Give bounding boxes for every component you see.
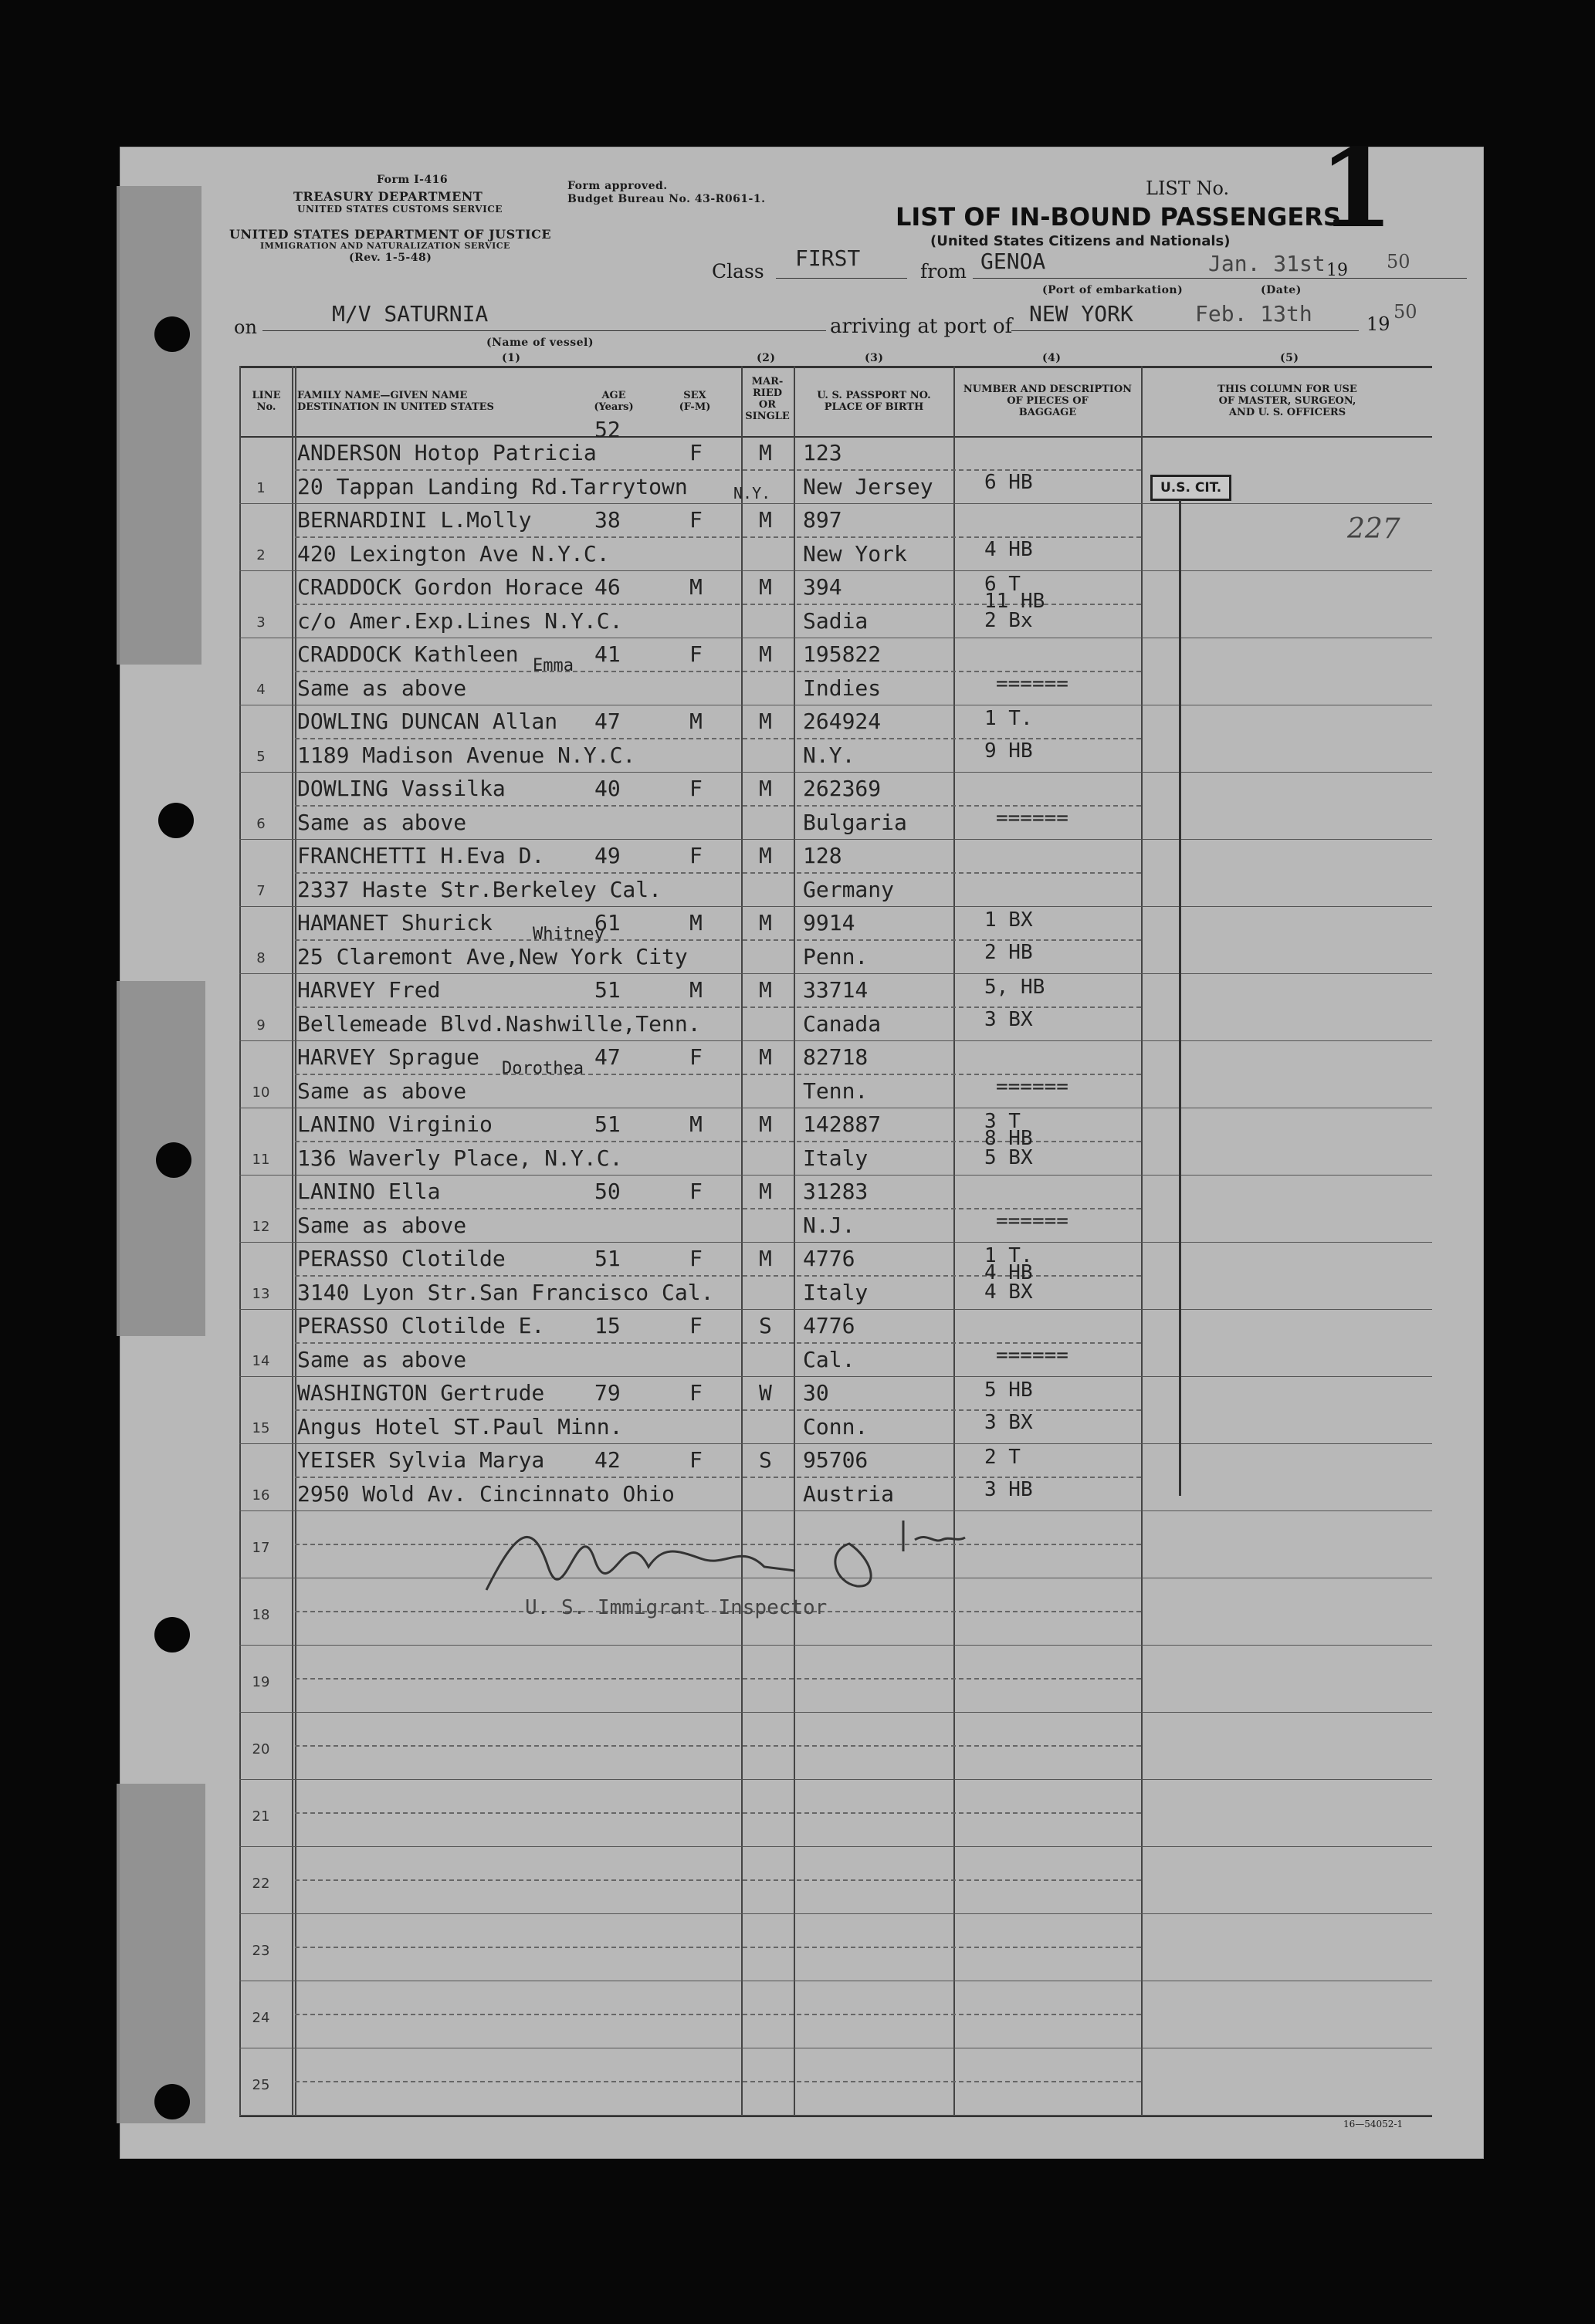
place-of-birth: New Jersey bbox=[803, 474, 933, 499]
year-prefix: 19 bbox=[1326, 261, 1348, 280]
passenger-name: PERASSO Clotilde bbox=[297, 1246, 506, 1271]
col-sex-header: SEX (F-M) bbox=[679, 390, 711, 413]
baggage-line: 6 T bbox=[984, 573, 1021, 596]
passenger-name: DOWLING Vassilka bbox=[297, 776, 506, 801]
row-divider bbox=[239, 839, 1432, 840]
destination: 25 Claremont Ave,New York City bbox=[297, 944, 688, 969]
row-divider bbox=[239, 1175, 1432, 1176]
marital-status: M bbox=[759, 910, 772, 935]
line-number: 21 bbox=[252, 1808, 270, 1825]
row-divider bbox=[239, 2115, 1432, 2116]
baggage-line: 3 HB bbox=[984, 1478, 1033, 1501]
punch-hole bbox=[154, 316, 190, 352]
row-divider-dashed bbox=[295, 2081, 1141, 2082]
baggage-line: 4 HB bbox=[984, 538, 1033, 561]
passenger-name: DOWLING DUNCAN Allan bbox=[297, 709, 558, 734]
line-number: 8 bbox=[256, 950, 266, 966]
passenger-age: 38 bbox=[594, 507, 621, 533]
passenger-name: YEISER Sylvia Marya bbox=[297, 1447, 545, 1473]
passenger-sex: F bbox=[689, 1313, 703, 1338]
punch-hole bbox=[156, 1142, 191, 1178]
place-of-birth: Bulgaria bbox=[803, 810, 907, 835]
destination: Same as above bbox=[297, 1213, 467, 1238]
destination: 420 Lexington Ave N.Y.C. bbox=[297, 541, 610, 567]
row-divider-dashed bbox=[295, 1879, 1141, 1881]
col-5-caption: (5) bbox=[1280, 352, 1299, 364]
col-name-header: FAMILY NAME—GIVEN NAME DESTINATION IN UNITED STATES bbox=[297, 390, 494, 413]
destination-extra: N.Y. bbox=[733, 484, 771, 502]
line-number: 15 bbox=[252, 1420, 270, 1436]
passport-number: 33714 bbox=[803, 977, 869, 1003]
punch-hole bbox=[158, 803, 194, 838]
line-number: 7 bbox=[256, 883, 266, 899]
baggage-line: ====== bbox=[996, 1075, 1068, 1098]
passenger-name: PERASSO Clotilde E. bbox=[297, 1313, 545, 1338]
passport-number: 264924 bbox=[803, 709, 882, 734]
place-of-birth: Germany bbox=[803, 877, 895, 902]
passenger-sex: F bbox=[689, 440, 703, 465]
tape-strip bbox=[117, 186, 201, 665]
line-number: 16 bbox=[252, 1487, 270, 1504]
revision: (Rev. 1-5-48) bbox=[349, 252, 432, 264]
passenger-sex: F bbox=[689, 1246, 703, 1271]
destination: 20 Tappan Landing Rd.Tarrytown bbox=[297, 474, 688, 499]
row-divider bbox=[239, 1242, 1432, 1243]
line-number: 22 bbox=[252, 1876, 270, 1892]
row-divider bbox=[239, 1846, 1432, 1847]
place-of-birth: Austria bbox=[803, 1481, 895, 1507]
treasury-dept: TREASURY DEPARTMENT bbox=[293, 189, 483, 204]
baggage-line: 3 BX bbox=[984, 1411, 1033, 1434]
marital-status: M bbox=[759, 977, 772, 1003]
vessel-name: M/V SATURNIA bbox=[332, 301, 489, 326]
passenger-name: CRADDOCK Gordon Horace bbox=[297, 574, 584, 600]
marital-status: M bbox=[759, 574, 772, 600]
budget-bureau: Budget Bureau No. 43-R061-1. bbox=[567, 193, 766, 205]
destination: 3140 Lyon Str.San Francisco Cal. bbox=[297, 1280, 714, 1305]
baggage-line: 1 BX bbox=[984, 908, 1033, 932]
passenger-sex: F bbox=[689, 1179, 703, 1204]
passport-number: 95706 bbox=[803, 1447, 869, 1473]
place-of-birth: Penn. bbox=[803, 944, 869, 969]
embark-date: Jan. 31st bbox=[1208, 251, 1326, 276]
baggage-line: ====== bbox=[996, 672, 1068, 695]
col-2-caption: (2) bbox=[757, 352, 776, 364]
place-of-birth: Sadia bbox=[803, 608, 869, 634]
passport-number: 897 bbox=[803, 507, 842, 533]
row-divider bbox=[239, 1779, 1432, 1780]
marital-status: M bbox=[759, 1179, 772, 1204]
passenger-name: ANDERSON Hotop Patricia bbox=[297, 440, 597, 465]
row-divider bbox=[239, 1645, 1432, 1646]
footer-code: 16—54052-1 bbox=[1343, 2119, 1404, 2129]
baggage-line: 6 HB bbox=[984, 471, 1033, 494]
passenger-name: LANINO Virginio bbox=[297, 1111, 493, 1137]
tape-strip bbox=[117, 1784, 205, 2123]
year2-suffix: 50 bbox=[1394, 301, 1417, 323]
col-baggage-header: NUMBER AND DESCRIPTION OF PIECES OF BAGGAGE bbox=[963, 384, 1133, 418]
baggage-line: 3 T bbox=[984, 1110, 1021, 1133]
row-divider bbox=[239, 503, 1432, 504]
table-top-border bbox=[239, 366, 1432, 368]
place-of-birth: N.Y. bbox=[803, 743, 855, 768]
table-header-border bbox=[239, 436, 1432, 438]
passport-number: 195822 bbox=[803, 641, 882, 667]
baggage-line: 5, HB bbox=[984, 976, 1045, 999]
passport-number: 30 bbox=[803, 1380, 829, 1406]
passenger-sex: M bbox=[689, 709, 703, 734]
line-number: 4 bbox=[256, 682, 266, 698]
marital-status: M bbox=[759, 776, 772, 801]
passport-number: 123 bbox=[803, 440, 842, 465]
destination: Same as above bbox=[297, 1078, 467, 1104]
line-number: 9 bbox=[256, 1017, 266, 1033]
passenger-age: 50 bbox=[594, 1179, 621, 1204]
passport-number: 394 bbox=[803, 574, 842, 600]
col-1-caption: (1) bbox=[502, 352, 521, 364]
marital-status: M bbox=[759, 709, 772, 734]
passenger-age: 51 bbox=[594, 977, 621, 1003]
passenger-name: LANINO Ella bbox=[297, 1179, 441, 1204]
passenger-sex: F bbox=[689, 1044, 703, 1070]
passenger-age: 61 bbox=[594, 910, 621, 935]
destination: Bellemeade Blvd.Nashwille,Tenn. bbox=[297, 1011, 701, 1037]
line-number: 25 bbox=[252, 2077, 270, 2093]
line-number: 5 bbox=[256, 749, 266, 765]
line-number: 2 bbox=[256, 547, 266, 563]
passport-number: 262369 bbox=[803, 776, 882, 801]
destination: Angus Hotel ST.Paul Minn. bbox=[297, 1414, 623, 1439]
marital-status: S bbox=[759, 1313, 772, 1338]
class-label: Class bbox=[712, 260, 764, 282]
row-divider-dashed bbox=[295, 1812, 1141, 1814]
marital-status: M bbox=[759, 1044, 772, 1070]
row-divider-dashed bbox=[295, 872, 1141, 874]
vessel-caption: (Name of vessel) bbox=[486, 337, 594, 349]
baggage-line: 5 BX bbox=[984, 1146, 1033, 1169]
marital-status: M bbox=[759, 507, 772, 533]
passenger-name-extra: Whitney bbox=[533, 925, 604, 944]
destination: 2337 Haste Str.Berkeley Cal. bbox=[297, 877, 662, 902]
arrival-port: NEW YORK bbox=[1029, 301, 1133, 326]
row-divider-dashed bbox=[295, 2014, 1141, 2015]
place-of-birth: New York bbox=[803, 541, 907, 567]
baggage-line: 4 HB bbox=[984, 1261, 1033, 1284]
us-citizen-stamp: U.S. CIT. bbox=[1150, 475, 1231, 501]
passenger-sex: F bbox=[689, 507, 703, 533]
passport-number: 4776 bbox=[803, 1246, 855, 1271]
baggage-line: 5 HB bbox=[984, 1379, 1033, 1402]
line-number: 17 bbox=[252, 1540, 270, 1556]
baggage-line: ====== bbox=[996, 1344, 1068, 1367]
col-4-caption: (4) bbox=[1042, 352, 1062, 364]
passenger-name: FRANCHETTI H.Eva D. bbox=[297, 843, 545, 868]
row-divider-dashed bbox=[295, 1678, 1141, 1680]
passport-number: 9914 bbox=[803, 910, 855, 935]
passenger-age: 42 bbox=[594, 1447, 621, 1473]
place-of-birth: Indies bbox=[803, 675, 882, 701]
officer-bracket-line bbox=[1179, 500, 1181, 1496]
baggage-line: 2 HB bbox=[984, 941, 1033, 964]
line-number: 13 bbox=[252, 1286, 270, 1302]
baggage-line: 9 HB bbox=[984, 739, 1033, 763]
baggage-line: ====== bbox=[996, 807, 1068, 830]
col-3-caption: (3) bbox=[865, 352, 884, 364]
form-number: Form I-416 bbox=[377, 174, 449, 186]
on-label: on bbox=[234, 316, 257, 338]
port-embark-caption: (Port of embarkation) bbox=[1042, 284, 1184, 296]
passenger-sex: F bbox=[689, 843, 703, 868]
form-title: LIST OF IN-BOUND PASSENGERS bbox=[896, 202, 1341, 232]
passport-number: 31283 bbox=[803, 1179, 869, 1204]
passenger-sex: F bbox=[689, 641, 703, 667]
line-number: 20 bbox=[252, 1741, 270, 1757]
line-number: 1 bbox=[256, 480, 266, 496]
baggage-line: ====== bbox=[996, 1209, 1068, 1233]
row-divider bbox=[239, 570, 1432, 571]
marital-status: M bbox=[759, 440, 772, 465]
line-number: 6 bbox=[256, 816, 266, 832]
row-divider bbox=[239, 906, 1432, 907]
list-no-label: LIST No. bbox=[1146, 178, 1230, 199]
date-caption: (Date) bbox=[1261, 284, 1302, 296]
destination: 2950 Wold Av. Cincinnato Ohio bbox=[297, 1481, 675, 1507]
destination: 136 Waverly Place, N.Y.C. bbox=[297, 1145, 623, 1171]
from-value: GENOA bbox=[980, 249, 1046, 274]
row-divider bbox=[239, 772, 1432, 773]
line-number: 23 bbox=[252, 1943, 270, 1959]
marital-status: S bbox=[759, 1447, 772, 1473]
place-of-birth: Canada bbox=[803, 1011, 882, 1037]
row-divider-dashed bbox=[295, 1745, 1141, 1747]
row-divider bbox=[239, 1040, 1432, 1041]
baggage-line: 8 HB bbox=[984, 1127, 1033, 1150]
arriving-label: arriving at port of bbox=[830, 315, 1013, 338]
line-number: 3 bbox=[256, 614, 266, 631]
place-of-birth: Italy bbox=[803, 1145, 869, 1171]
passenger-sex: M bbox=[689, 910, 703, 935]
list-no-value: 1 bbox=[1319, 126, 1394, 252]
passenger-name: CRADDOCK Kathleen bbox=[297, 641, 519, 667]
passenger-name-extra: Dorothea bbox=[502, 1059, 584, 1078]
passenger-name: HARVEY Fred bbox=[297, 977, 441, 1003]
passenger-age: 47 bbox=[594, 709, 621, 734]
destination: Same as above bbox=[297, 1347, 467, 1372]
marital-status: M bbox=[759, 1246, 772, 1271]
passenger-name: BERNARDINI L.Molly bbox=[297, 507, 532, 533]
baggage-line: 1 T. bbox=[984, 707, 1033, 730]
inspector-caption: U. S. Immigrant Inspector bbox=[525, 1596, 828, 1619]
punch-hole bbox=[154, 1617, 190, 1653]
place-of-birth: N.J. bbox=[803, 1213, 855, 1238]
year2-prefix: 19 bbox=[1366, 313, 1390, 335]
from-label: from bbox=[920, 260, 967, 282]
marital-status: M bbox=[759, 1111, 772, 1137]
passenger-age: 51 bbox=[594, 1246, 621, 1271]
passenger-name: WASHINGTON Gertrude bbox=[297, 1380, 545, 1406]
place-of-birth: Tenn. bbox=[803, 1078, 869, 1104]
ins-service: IMMIGRATION AND NATURALIZATION SERVICE bbox=[260, 241, 510, 251]
destination: 1189 Madison Avenue N.Y.C. bbox=[297, 743, 636, 768]
passenger-age: 15 bbox=[594, 1313, 621, 1338]
place-of-birth: Conn. bbox=[803, 1414, 869, 1439]
passenger-name-extra: Emma bbox=[533, 656, 574, 675]
passport-number: 4776 bbox=[803, 1313, 855, 1338]
line-number: 19 bbox=[252, 1674, 270, 1690]
row-divider-dashed bbox=[295, 1947, 1141, 1948]
passport-number: 142887 bbox=[803, 1111, 882, 1137]
marital-status: W bbox=[759, 1380, 772, 1406]
baggage-line: 4 BX bbox=[984, 1280, 1033, 1304]
passenger-age: 52 bbox=[594, 417, 621, 442]
form-approved: Form approved. bbox=[567, 180, 668, 192]
passenger-age: 41 bbox=[594, 641, 621, 667]
punch-hole bbox=[154, 2084, 190, 2119]
passenger-age: 79 bbox=[594, 1380, 621, 1406]
passenger-sex: M bbox=[689, 977, 703, 1003]
line-number: 10 bbox=[252, 1084, 270, 1101]
marital-status: M bbox=[759, 641, 772, 667]
col-line-header: LINE No. bbox=[252, 390, 281, 413]
baggage-line: 2 Bx bbox=[984, 609, 1033, 632]
customs-service: UNITED STATES CUSTOMS SERVICE bbox=[297, 204, 503, 215]
passenger-age: 46 bbox=[594, 574, 621, 600]
passenger-name: HAMANET Shurick bbox=[297, 910, 493, 935]
place-of-birth: Cal. bbox=[803, 1347, 855, 1372]
row-divider bbox=[239, 1309, 1432, 1310]
passenger-sex: M bbox=[689, 1111, 703, 1137]
row-divider bbox=[239, 1712, 1432, 1713]
form-subtitle: (United States Citizens and Nationals) bbox=[930, 233, 1231, 249]
destination: c/o Amer.Exp.Lines N.Y.C. bbox=[297, 608, 623, 634]
passenger-age: 51 bbox=[594, 1111, 621, 1137]
col-age-header: AGE (Years) bbox=[594, 390, 634, 413]
baggage-line: 2 T bbox=[984, 1446, 1021, 1469]
col-passport-header: U. S. PASSPORT NO. PLACE OF BIRTH bbox=[817, 390, 931, 413]
officer-number: 227 bbox=[1347, 513, 1400, 545]
class-value: FIRST bbox=[795, 245, 861, 271]
line-number: 14 bbox=[252, 1353, 270, 1369]
row-divider bbox=[239, 1443, 1432, 1444]
marital-status: M bbox=[759, 843, 772, 868]
passenger-sex: F bbox=[689, 776, 703, 801]
row-divider bbox=[239, 973, 1432, 974]
line-number: 24 bbox=[252, 2010, 270, 2026]
passenger-age: 40 bbox=[594, 776, 621, 801]
baggage-line: 1 T. bbox=[984, 1244, 1033, 1267]
passenger-sex: F bbox=[689, 1447, 703, 1473]
passenger-age: 47 bbox=[594, 1044, 621, 1070]
col-married-header: MAR- RIED OR SINGLE bbox=[745, 376, 790, 422]
place-of-birth: Italy bbox=[803, 1280, 869, 1305]
row-divider bbox=[239, 1376, 1432, 1377]
year-suffix: 50 bbox=[1387, 251, 1410, 272]
passport-number: 128 bbox=[803, 843, 842, 868]
baggage-line: 11 HB bbox=[984, 590, 1045, 613]
destination: Same as above bbox=[297, 810, 467, 835]
line-number: 18 bbox=[252, 1607, 270, 1623]
justice-dept: UNITED STATES DEPARTMENT OF JUSTICE bbox=[229, 227, 552, 242]
destination: Same as above bbox=[297, 675, 467, 701]
passport-number: 82718 bbox=[803, 1044, 869, 1070]
row-divider bbox=[239, 1913, 1432, 1914]
passenger-sex: F bbox=[689, 1380, 703, 1406]
passenger-sex: M bbox=[689, 574, 703, 600]
col-officers-header: THIS COLUMN FOR USE OF MASTER, SURGEON, AND U. S. OFFICERS bbox=[1217, 384, 1357, 418]
passenger-name: HARVEY Sprague bbox=[297, 1044, 480, 1070]
line-number: 12 bbox=[252, 1219, 270, 1235]
baggage-line: 3 BX bbox=[984, 1008, 1033, 1031]
arrival-date: Feb. 13th bbox=[1195, 301, 1312, 326]
passenger-age: 49 bbox=[594, 843, 621, 868]
line-number: 11 bbox=[252, 1152, 270, 1168]
